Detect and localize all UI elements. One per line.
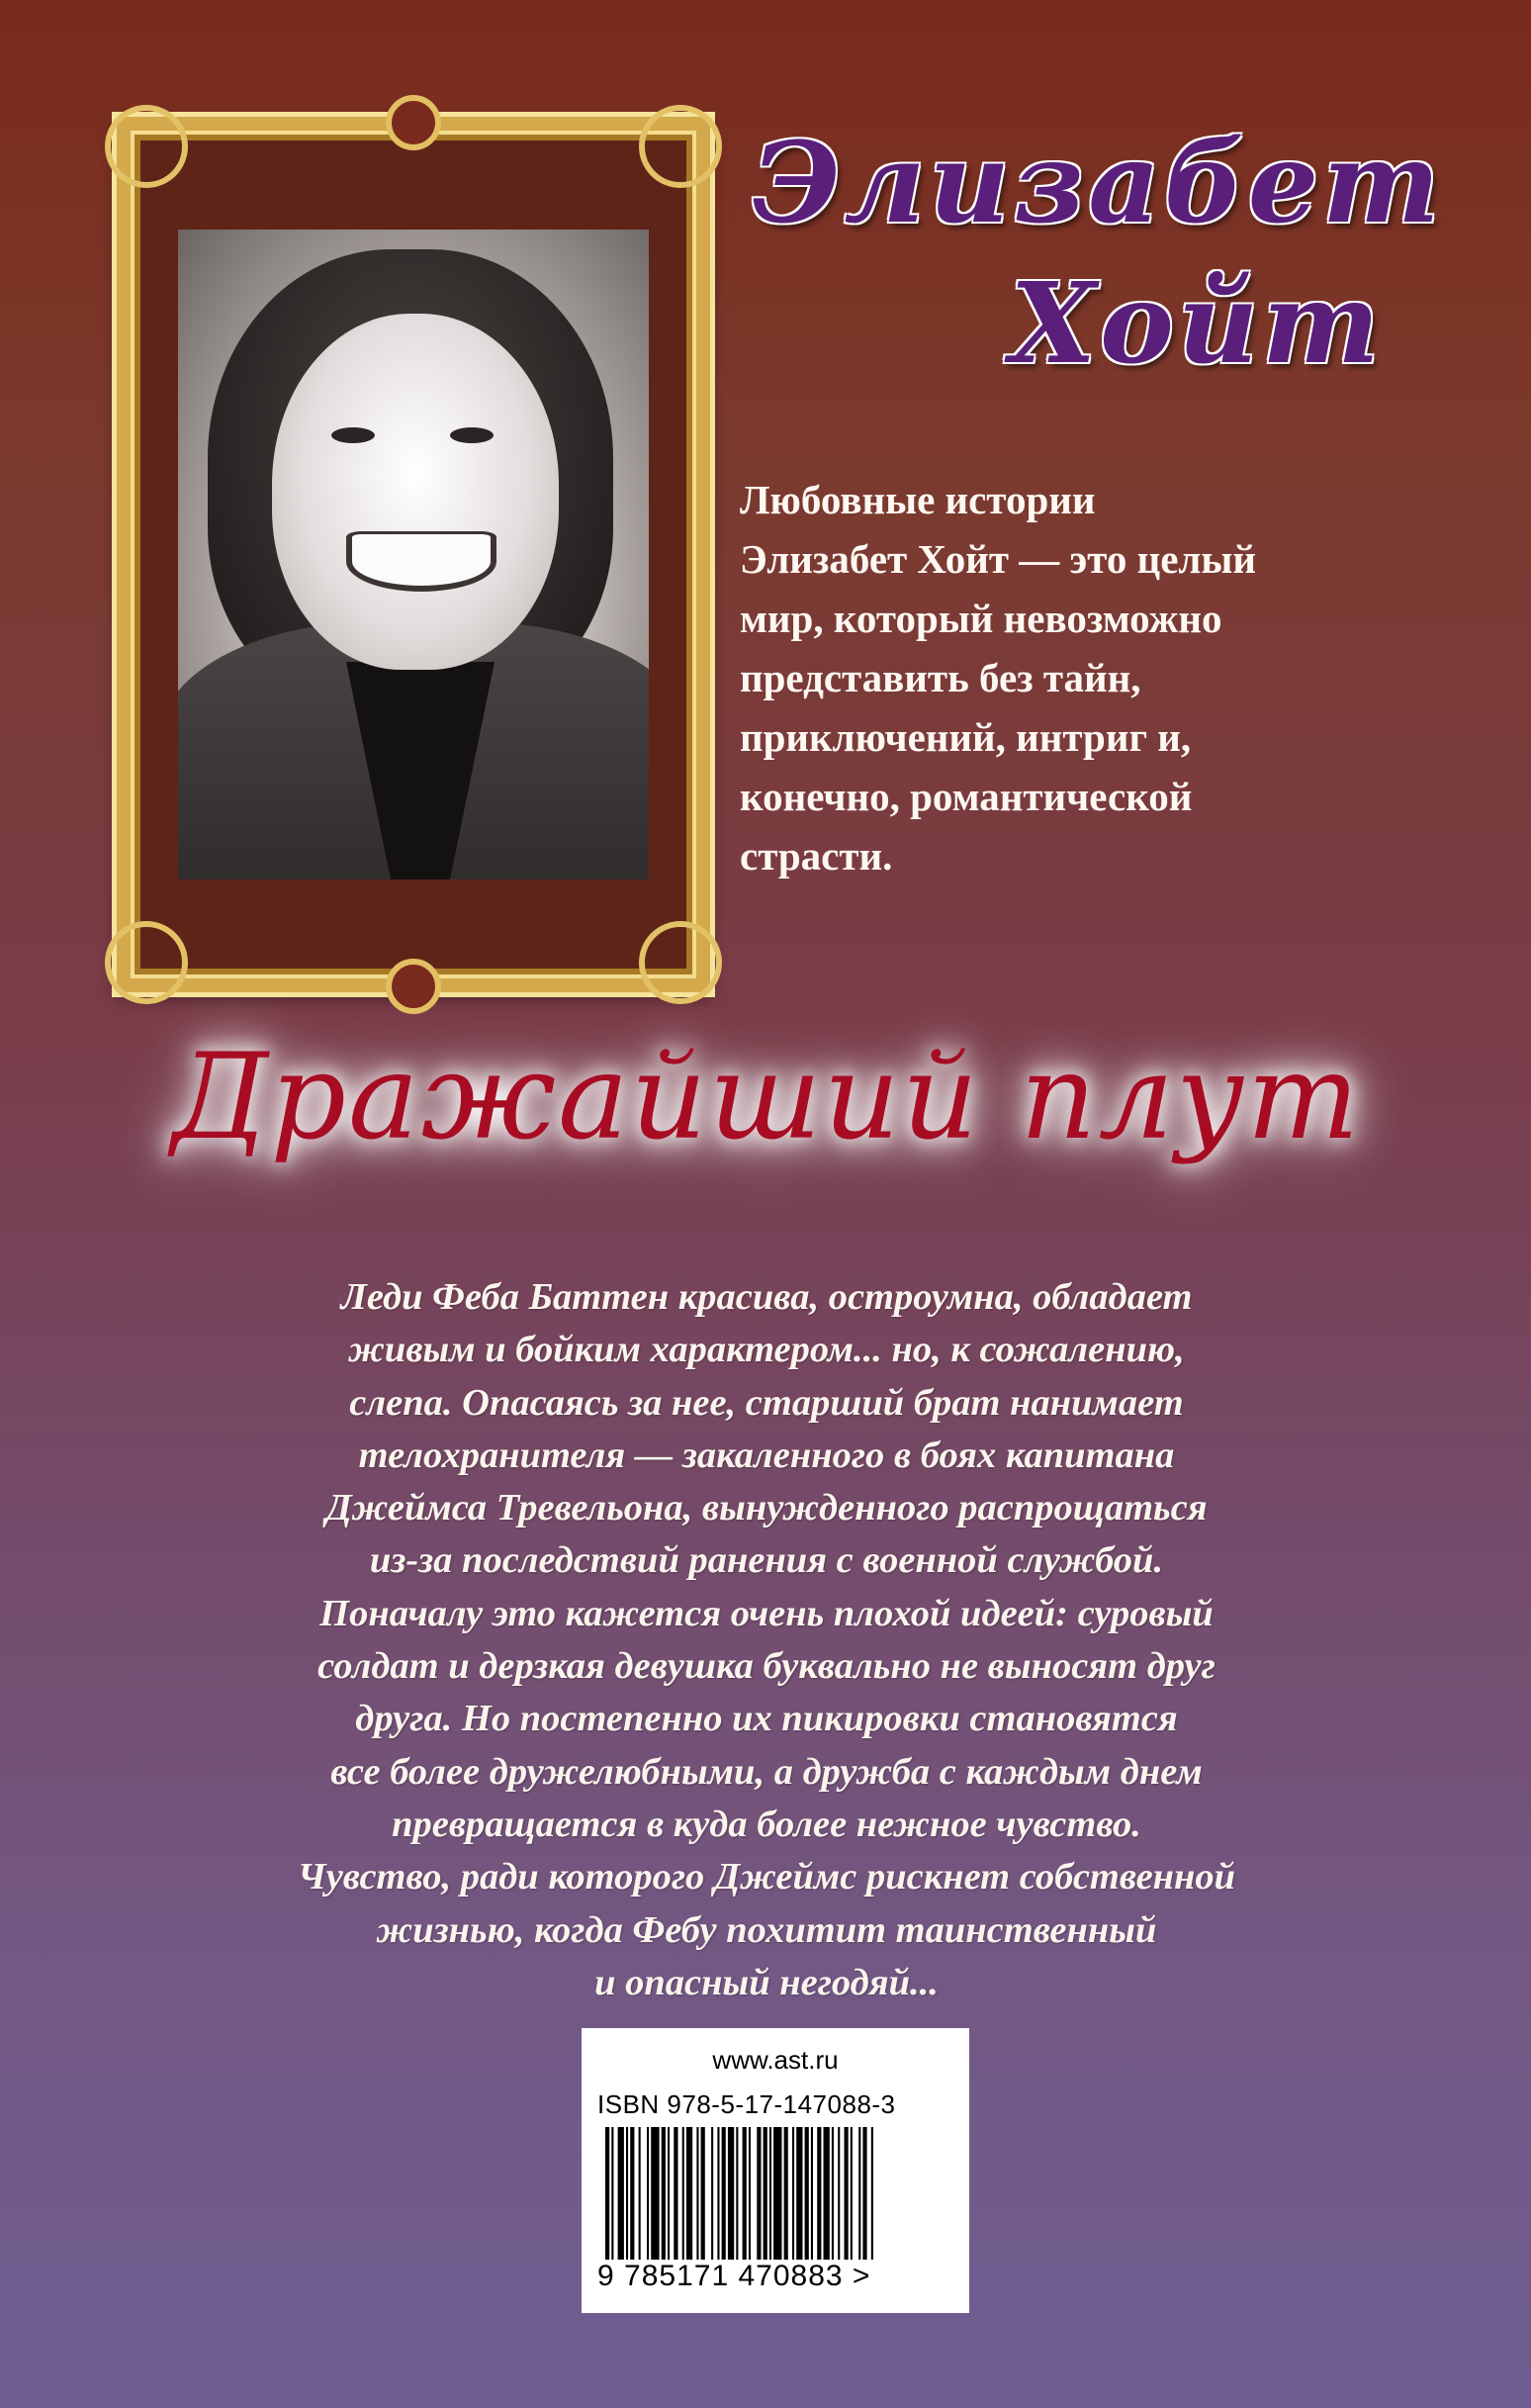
barcode-bar [749,2127,751,2275]
author-photo [178,230,649,880]
barcode-bar [651,2127,659,2275]
frame-corner-ornament-icon [639,105,722,188]
author-photo-eye [331,427,375,443]
barcode-bar [711,2127,713,2275]
barcode-bar [728,2127,734,2275]
author-photo-eye [450,427,494,443]
barcode-panel [582,2028,969,2313]
barcode-bar [838,2127,840,2275]
frame-corner-ornament-icon [639,921,722,1004]
barcode-bar [832,2127,834,2275]
barcode-bar [858,2127,860,2275]
author-blurb: Любовные истории Элизабет Хойт — это целый мир, который невозможно представить без тайн, приключений, интриг и, конечно, романтической страсти. [740,477,1257,879]
barcode-bar [862,2127,866,2275]
barcode-bar [696,2127,698,2275]
frame-top-ornament-icon [386,95,441,150]
barcode-bar [805,2127,809,2275]
author-first-name: Элизабет [752,119,1444,248]
barcode-bar [668,2127,670,2275]
book-title: Дражайший плут [171,1029,1362,1166]
barcode-bar [845,2127,849,2275]
barcode-bar [674,2127,677,2275]
barcode-bar [764,2127,767,2275]
barcode-bar [611,2127,613,2275]
barcode-bar [796,2127,802,2275]
barcode-bar [773,2127,781,2275]
barcode-bar [662,2127,666,2275]
barcode-digits: 9 785171 470883 > [597,2260,953,2293]
barcode-bar [851,2127,853,2275]
barcode-bar [811,2127,813,2275]
barcode-bar [757,2127,761,2275]
barcode-bar [639,2127,641,2275]
publisher-website: www.ast.ru [712,2045,839,2075]
barcode-bar [824,2127,830,2275]
barcode-bar [736,2127,738,2275]
barcode-graphic [597,2127,953,2275]
isbn-number: ISBN 978-5-17-147088-3 [597,2089,896,2119]
barcode-bar [618,2127,624,2275]
frame-corner-ornament-icon [105,105,188,188]
barcode-bars [597,2127,953,2275]
frame-bottom-ornament-icon [386,959,441,1014]
barcode-bar [769,2127,771,2275]
barcode-bar [743,2127,747,2275]
barcode-bar [871,2127,873,2275]
barcode-bar [717,2127,719,2275]
frame-corner-ornament-icon [105,921,188,1004]
author-photo-face [272,314,559,670]
barcode-bar [682,2127,684,2275]
barcode-bar [630,2127,634,2275]
barcode-bar [686,2127,692,2275]
barcode-bar [647,2127,649,2275]
ornate-gold-frame [117,117,710,992]
barcode-bar [722,2127,726,2275]
book-synopsis: Леди Феба Баттен красива, остроумна, обладает живым и бойким характером... но, к сожалению, слепа. Опасаясь за нее, старший брат нанимает телохранителя — закаленного в боях капитана Джеймса Тревельона, вынужденного распрощаться из-за последствий ранения с военной службой. Поначалу это кажется очень плохой идеей: суровый солдат и дерзкая девушка буквально не выносят друг друга. Но постепенно их пикировки становятся все более дружелюбными, а дружба с каждым днем превращается в куда более нежное чувство. Чувство, ради которого Джеймс рискнет собственной жизнью, когда Фебу похитит таинственный и опасный негодяй... [297,1276,1236,2003]
barcode-bar [605,2127,609,2275]
barcode-bar [792,2127,794,2275]
barcode-bar [817,2127,821,2275]
author-photo-smile [346,531,496,592]
barcode-bar [626,2127,628,2275]
author-last-name: Хойт [1010,259,1384,389]
barcode-bar [784,2127,788,2275]
barcode-bar [701,2127,705,2275]
